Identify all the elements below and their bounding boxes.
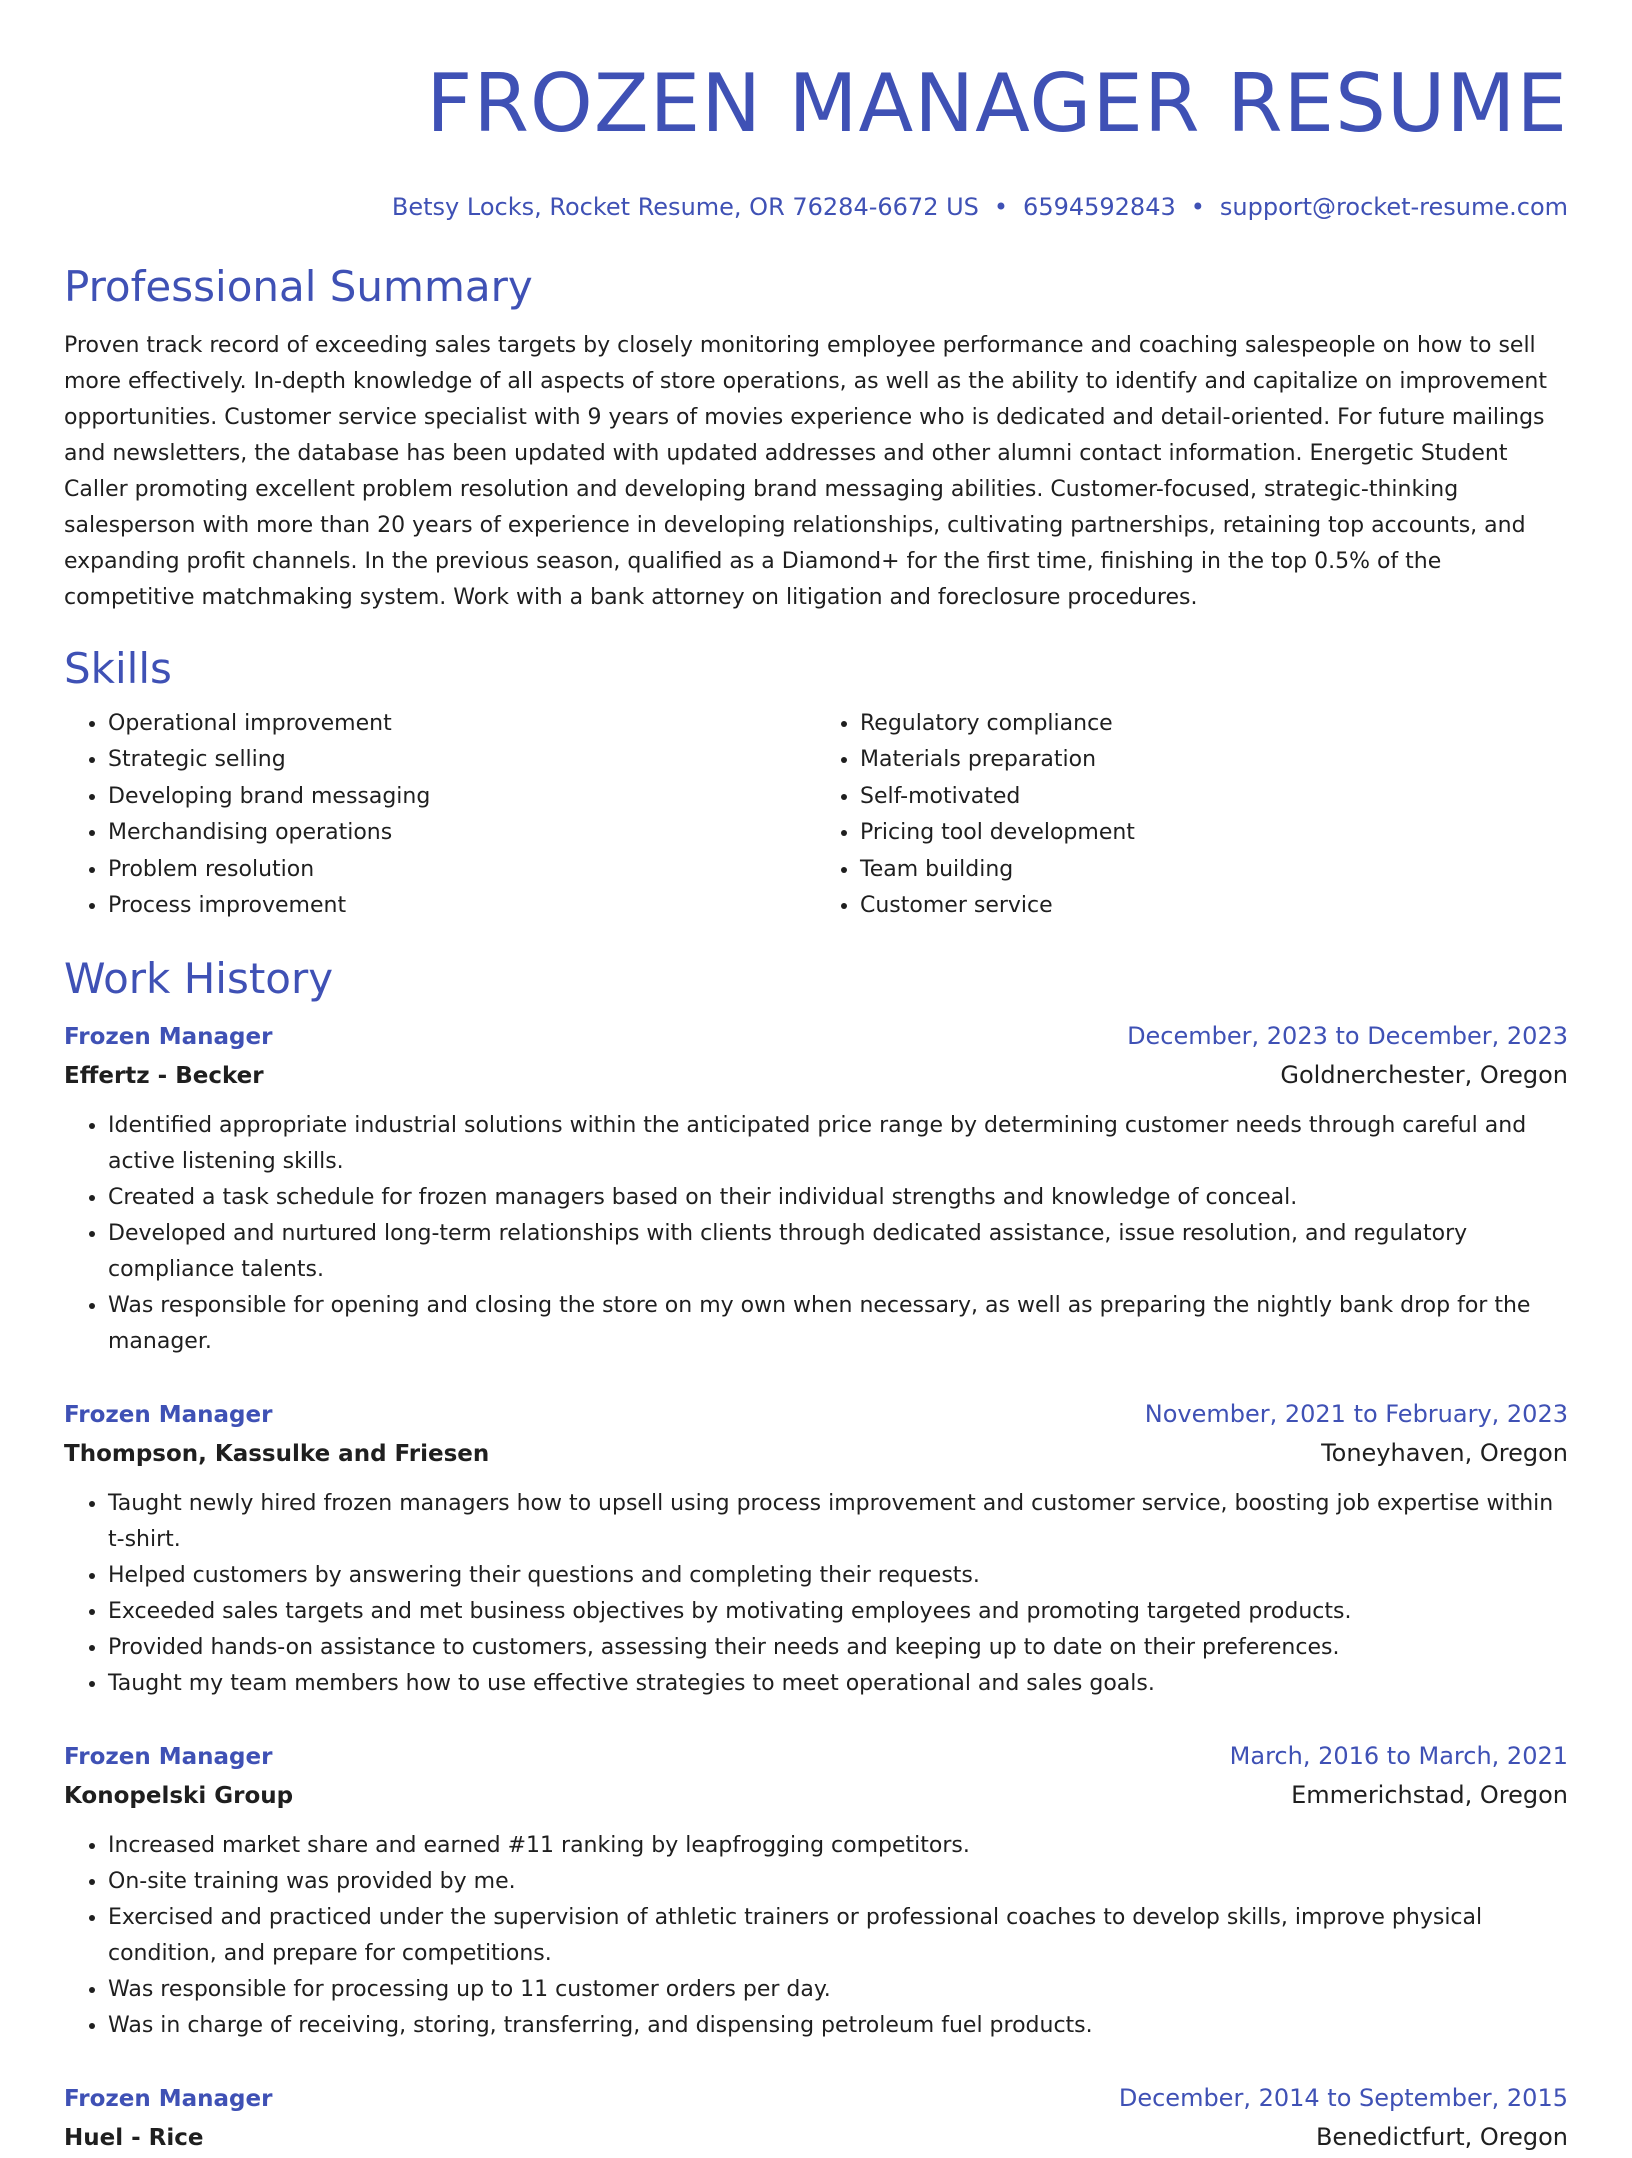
job-entry [64,2080,1568,2158]
job-bullet: • Taught my team members how to use effective strategies to meet operational and sales goals. [108,1666,1568,1702]
job-bullet: • Exercised and practiced under the supervision of athletic trainers or professional coaches to develop skills, improve physical condition, and prepare for competitions. [108,1900,1568,1972]
job-bullet: • Provided hands-on assistance to customers, assessing their needs and keeping up to date on their preferences. [108,1630,1568,1666]
job-company-row [64,1433,1568,1474]
job-bullet: • Identified appropriate industrial solutions within the anticipated price range by determining customer needs through careful and active listening skills. [108,1108,1568,1180]
job-bullet: • Was responsible for opening and closing the store on my own when necessary, as well as preparing the nightly bank drop for the manager. [108,1288,1568,1360]
work-history-heading: Work History [64,954,334,1004]
job-bullet: • On-site training was provided by me. [108,1864,1568,1900]
job-location: Benedictfurt, Oregon [1315,2123,1568,2152]
job-bullets [64,1828,1568,2044]
resume-title: FROZEN MANAGER RESUME [426,57,1568,150]
job-company-row [64,1775,1568,1816]
job-location: Goldnerchester, Oregon [1280,1061,1568,1090]
job-location: Toneyhaven, Oregon [1321,1439,1568,1468]
skills-heading: Skills [64,644,172,693]
job-bullet: • Helped customers by answering their questions and completing their requests. [108,1558,1568,1594]
job-bullet: • Taught newly hired frozen managers how to upsell using process improvement and customer service, boosting job expertise within t-shirt. [108,1486,1568,1558]
job-location: Emmerichstad, Oregon [1291,1781,1568,1810]
job-bullet: • Exceeded sales targets and met business objectives by motivating employees and promoting targeted products. [108,1594,1568,1630]
summary-text: Proven track record of exceeding sales targets by closely monitoring employee performance and coaching salespeople on how to sell more effectively. In-depth knowledge of all aspects of store operations, as well as the ability to identify and capitalize on improvement opportunities. Customer service specialist with 9 years of movies experience who is dedicated and detail-oriented. For future mailings and newsletters, the database has been updated with updated addresses and other alumni contact information. Energetic Student Caller promoting excellent problem resolution and developing brand messaging abilities. Customer-focused, strategic-thinking salesperson with more than 20 years of experience in developing relationships, cultivating partnerships, retaining top accounts, and expanding profit channels. In the previous season, qualified as a Diamond+ for the first time, finishing in the top 0.5% of the competitive matchmaking system. Work with a bank attorney on litigation and foreclosure procedures. [64,333,1547,610]
job-header-row [64,1738,1568,1775]
job-bullet: • Increased market share and earned #11 ranking by leapfrogging competitors. [108,1828,1568,1864]
job-bullet: • Developed and nurtured long-term relationships with clients through dedicated assistance, issue resolution, and regulatory compliance talents. [108,1216,1568,1288]
skill-item: • Developing brand messaging [108,779,816,815]
contact-separator: • [993,193,1009,221]
job-bullet: • Created a task schedule for frozen managers based on their individual strengths and knowledge of conceal. [108,1180,1568,1216]
skill-item: • Process improvement [108,888,816,924]
job-role: Frozen Manager [64,1402,273,1429]
job-company: Effertz - Becker [64,1063,264,1090]
skill-item: • Self-motivated [860,779,1568,815]
job-bullet: • Was responsible for processing up to 11 customer orders per day. [108,1972,1568,2008]
skills-column-left [64,706,816,924]
job-role: Frozen Manager [64,1744,273,1771]
skill-item: • Materials preparation [860,742,1568,778]
job-role: Frozen Manager [64,2086,273,2113]
skill-item: • Merchandising operations [108,815,816,851]
job-entry [64,1396,1568,1702]
skill-item: • Customer service [860,888,1568,924]
contact-line [64,192,1568,222]
job-company-row [64,2117,1568,2158]
summary-heading: Professional Summary [64,262,533,311]
job-dates: November, 2021 to February, 2023 [1144,1400,1568,1429]
skill-item: • Strategic selling [108,742,816,778]
job-company: Thompson, Kassulke and Friesen [64,1441,490,1468]
contact-address: Betsy Locks, Rocket Resume, OR 76284-6672 US [391,193,979,221]
contact-separator: • [1190,193,1205,221]
skills-column-right [816,706,1568,924]
skills-list [64,706,1568,924]
job-role: Frozen Manager [64,1024,273,1051]
job-dates: December, 2023 to December, 2023 [1127,1022,1568,1051]
job-company: Huel - Rice [64,2125,204,2152]
skill-item: • Operational improvement [108,706,816,742]
job-header-row [64,1018,1568,1055]
job-dates: December, 2014 to September, 2015 [1118,2084,1568,2113]
contact-email: support@rocket-resume.com [1219,193,1568,221]
job-bullets [64,1486,1568,1702]
job-entry [64,1738,1568,2044]
job-bullet: • Was in charge of receiving, storing, transferring, and dispensing petroleum fuel products. [108,2008,1568,2044]
job-company: Konopelski Group [64,1783,294,1810]
job-bullets [64,1108,1568,1360]
skill-item: • Regulatory compliance [860,706,1568,742]
job-header-row [64,1396,1568,1433]
skill-item: • Pricing tool development [860,815,1568,851]
job-company-row [64,1055,1568,1096]
skill-item: • Team building [860,852,1568,888]
job-entry [64,1018,1568,1360]
skill-item: • Problem resolution [108,852,816,888]
contact-phone: 6594592843 [1023,193,1176,221]
job-dates: March, 2016 to March, 2021 [1229,1742,1568,1771]
